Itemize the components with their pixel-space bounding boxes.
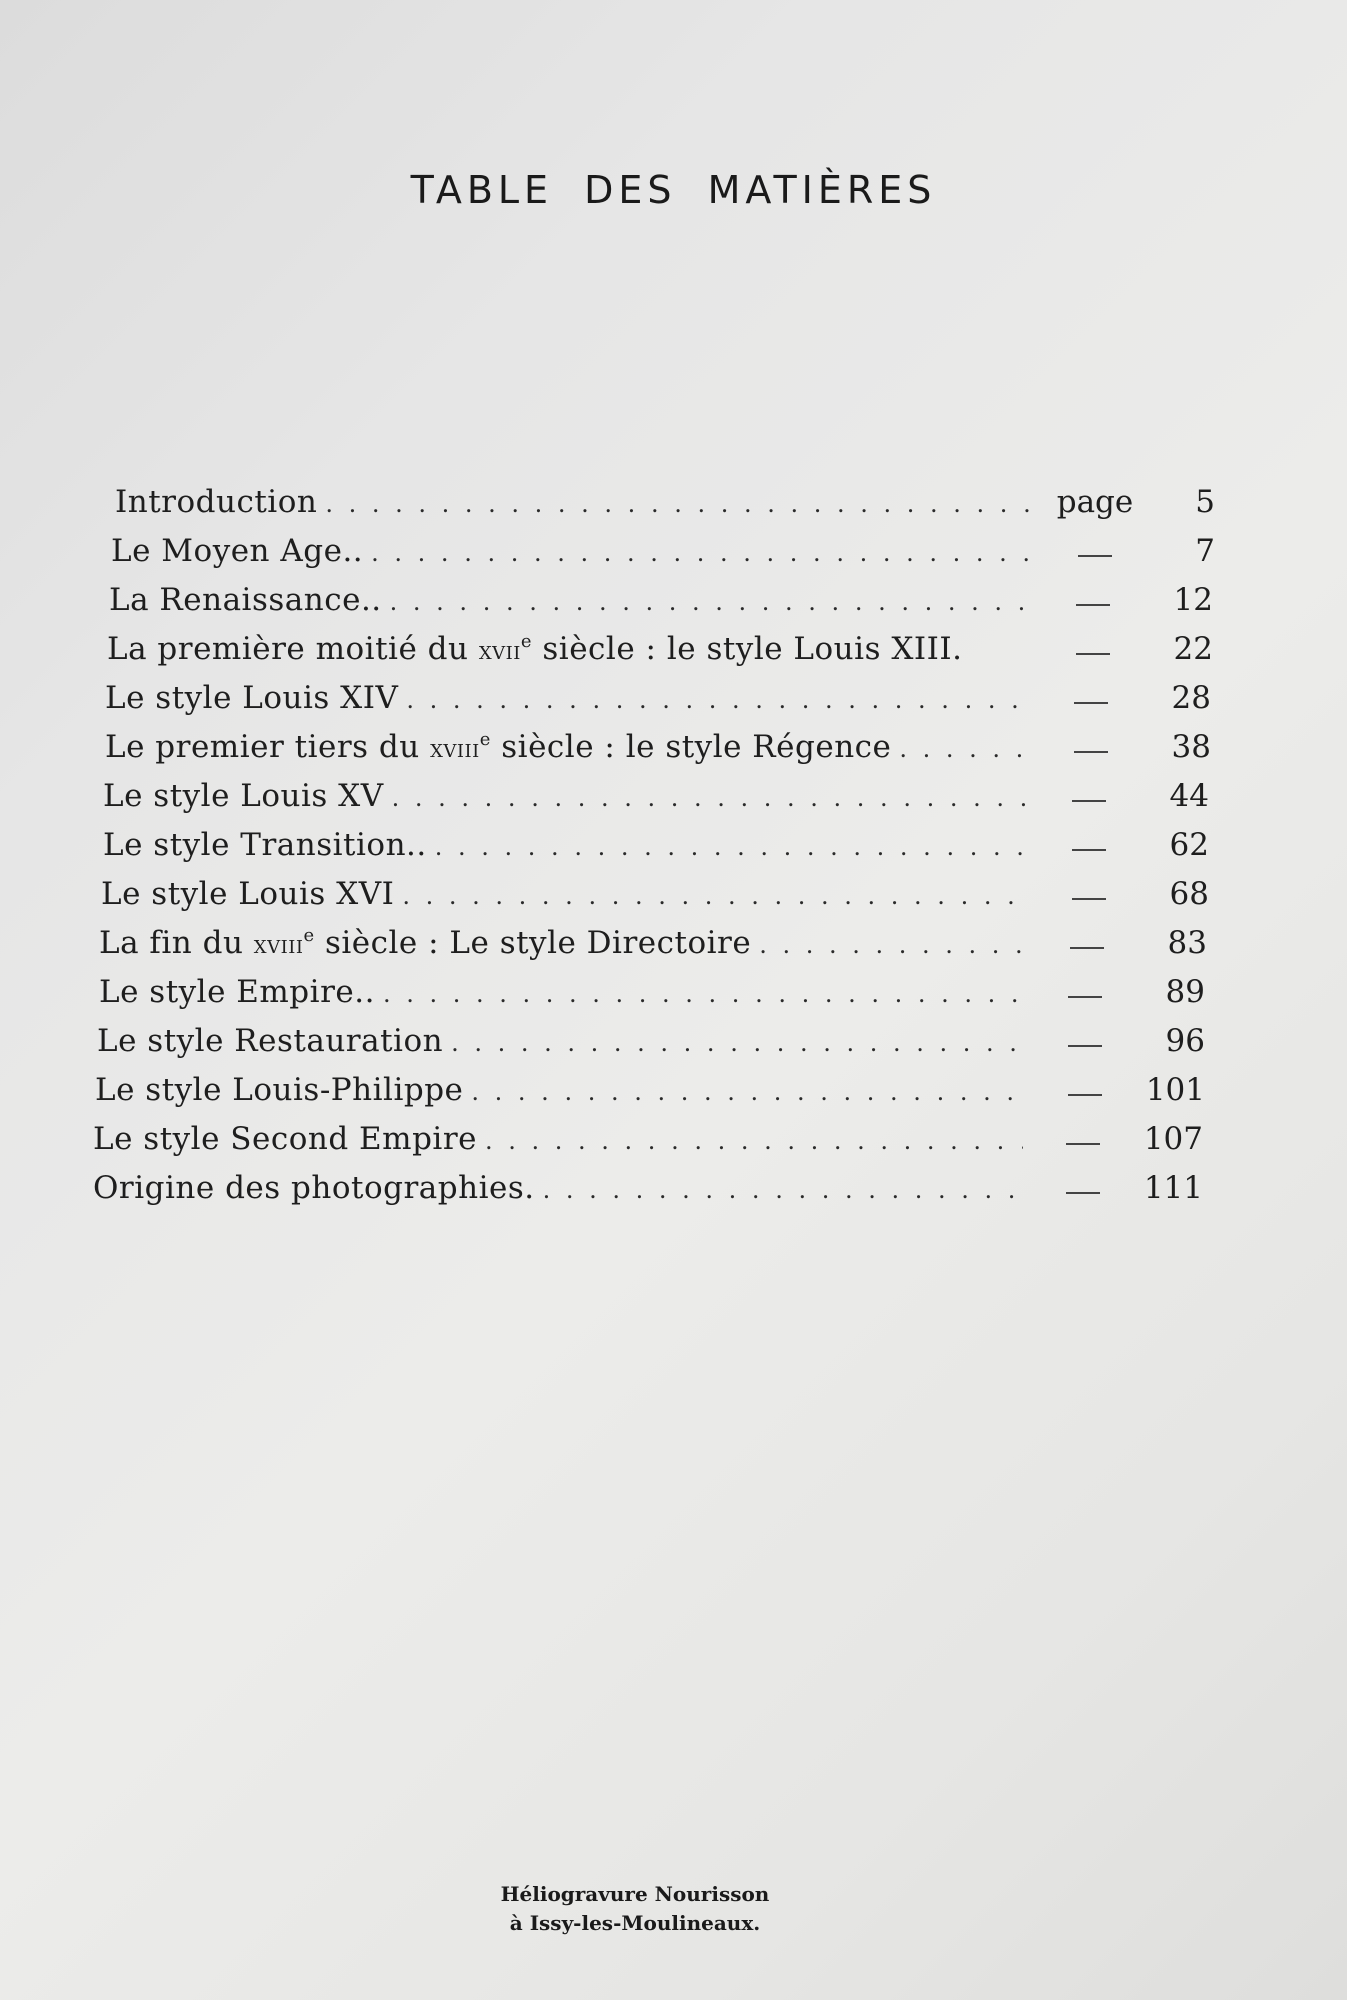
leader-dots	[390, 582, 1033, 622]
ditto-dash	[1035, 1021, 1135, 1061]
page-label: page	[1056, 484, 1134, 520]
leader-dots	[759, 925, 1027, 965]
ditto-dash	[1033, 1119, 1133, 1159]
leader-dots	[406, 680, 1031, 720]
ditto-dash	[1039, 874, 1139, 914]
toc-entry-louis-xv	[103, 776, 1209, 826]
ditto-dash	[1045, 531, 1145, 571]
toc-entry-title: Origine des photographies.	[93, 1170, 535, 1206]
ditto-dash	[1039, 825, 1139, 865]
toc-entry-louis-philippe	[95, 1070, 1205, 1120]
toc-entry-title: Le style Louis XIV	[105, 680, 399, 716]
page-number: 44	[1169, 778, 1209, 814]
leader-dots	[451, 1023, 1025, 1063]
page-number: 22	[1173, 631, 1213, 667]
page-number: 101	[1145, 1072, 1205, 1108]
toc-entry-louis-xiv	[105, 678, 1211, 728]
leader-dots	[371, 533, 1035, 573]
page-number: 89	[1165, 974, 1205, 1010]
toc-entry-introduction	[115, 482, 1215, 532]
page-number: 96	[1165, 1023, 1205, 1059]
leader-dots	[543, 1170, 1023, 1210]
toc-entry-photographies	[93, 1168, 1203, 1218]
ditto-dash	[1035, 972, 1135, 1012]
toc-entry-second-empire	[93, 1119, 1203, 1169]
page-number: 38	[1171, 729, 1211, 765]
toc-entry-title: Le style Louis XVI	[101, 876, 395, 912]
page-number: 7	[1195, 533, 1215, 569]
leader-dots	[471, 1072, 1025, 1112]
toc-entry-moyen-age	[111, 531, 1215, 581]
page-title: TABLE DES MATIÈRES	[410, 168, 937, 212]
leader-dots	[899, 729, 1031, 769]
toc-entry-transition	[103, 825, 1209, 875]
page-number: 28	[1171, 680, 1211, 716]
ditto-dash	[1037, 923, 1137, 963]
leader-dots	[402, 876, 1029, 916]
toc-entry-title: Le style Louis-Philippe	[95, 1072, 464, 1108]
toc-entry-title: Introduction	[115, 484, 318, 520]
page-number: 107	[1143, 1121, 1203, 1157]
toc-entry-title: Le premier tiers du xviii$^e$ siècle : le style Régence	[105, 729, 892, 765]
ditto-dash	[1043, 629, 1143, 669]
page-number: 83	[1167, 925, 1207, 961]
toc-entry-title: La fin du xviii$^e$ siècle : Le style Directoire	[99, 925, 752, 961]
toc-entry-regence	[105, 727, 1211, 777]
page-number: 62	[1169, 827, 1209, 863]
toc-entry-title: Le Moyen Age..	[111, 533, 364, 569]
page-number: 111	[1143, 1170, 1203, 1206]
printer-colophon	[0, 1880, 1270, 1938]
toc-entry-title: La Renaissance..	[109, 582, 382, 618]
leader-dots	[325, 484, 1035, 524]
toc-entry-title: Le style Second Empire	[93, 1121, 477, 1157]
leader-dots	[392, 778, 1029, 818]
toc-entry-louis-xvi	[101, 874, 1209, 924]
toc-entry-empire	[99, 972, 1205, 1022]
leader-dots	[435, 827, 1029, 867]
toc-entry-title: Le style Empire..	[99, 974, 375, 1010]
colophon-line-1: Héliogravure Nourisson	[500, 1882, 770, 1906]
toc-entry-directoire	[99, 923, 1207, 973]
page-number: 12	[1173, 582, 1213, 618]
page-number: 68	[1169, 876, 1209, 912]
ditto-dash	[1041, 678, 1141, 718]
toc-entry-title: Le style Louis XV	[103, 778, 384, 814]
ditto-dash	[1043, 580, 1143, 620]
leader-dots	[485, 1121, 1023, 1161]
page-number: 5	[1195, 484, 1215, 520]
toc-entry-title: Le style Restauration	[97, 1023, 444, 1059]
ditto-dash	[1033, 1168, 1133, 1208]
colophon-line-2: à Issy-les-Moulineaux.	[509, 1911, 761, 1935]
leader-dots	[383, 974, 1025, 1014]
toc-entry-renaissance	[109, 580, 1213, 630]
toc-entry-title: La première moitié du xvii$^e$ siècle : le style Louis XIII.	[107, 631, 963, 667]
ditto-dash	[1041, 727, 1141, 767]
toc-entry-louis-xiii	[107, 629, 1213, 679]
ditto-dash	[1035, 1070, 1135, 1110]
ditto-dash	[1039, 776, 1139, 816]
toc-entry-restauration	[97, 1021, 1205, 1071]
toc-entry-title: Le style Transition..	[103, 827, 427, 863]
